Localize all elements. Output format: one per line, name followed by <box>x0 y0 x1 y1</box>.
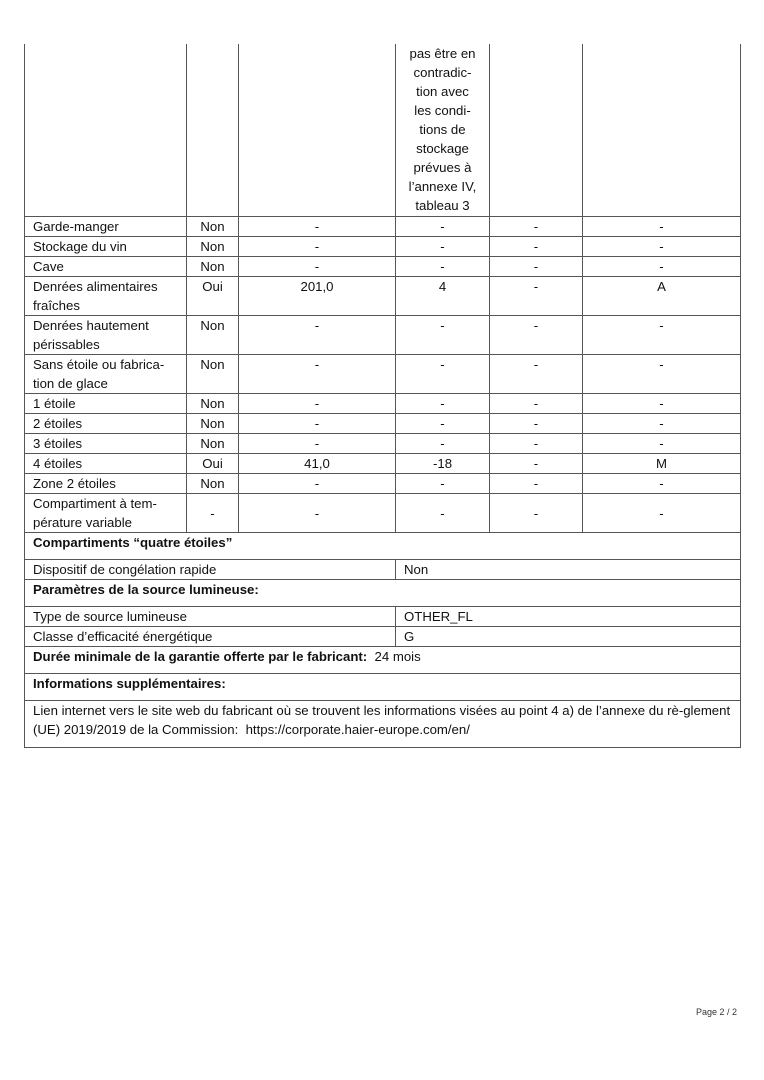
compartment-temperature: - <box>396 257 490 277</box>
additional-info <box>25 701 741 748</box>
compartment-volume: - <box>239 257 396 277</box>
compartment-present: - <box>187 494 239 533</box>
compartment-temperature: - <box>396 474 490 494</box>
compartment-climate-class: A <box>583 277 741 316</box>
continuation-line: contradic- <box>413 65 472 80</box>
compartment-defrost: - <box>490 434 583 454</box>
compartment-name: Denrées hautement périssables <box>25 316 187 355</box>
compartment-row <box>25 316 741 355</box>
compartment-defrost: - <box>490 454 583 474</box>
compartment-climate-class: - <box>583 394 741 414</box>
warranty-value: 24 mois <box>374 649 421 664</box>
compartment-name: 1 étoile <box>25 394 187 414</box>
compartment-defrost: - <box>490 414 583 434</box>
warranty-label: Durée minimale de la garantie offerte par le fabricant: <box>33 649 368 664</box>
compartment-row <box>25 434 741 454</box>
compartment-name: Zone 2 étoiles <box>25 474 187 494</box>
compartment-temperature: - <box>396 316 490 355</box>
continuation-line: l’annexe IV, <box>408 179 477 194</box>
compartment-climate-class: - <box>583 414 741 434</box>
additional-info-heading-row <box>25 674 741 701</box>
continuation-row <box>25 44 741 217</box>
compartment-row <box>25 237 741 257</box>
compartment-volume: - <box>239 316 396 355</box>
compartment-volume: - <box>239 414 396 434</box>
compartment-climate-class: - <box>583 217 741 237</box>
compartment-climate-class: - <box>583 257 741 277</box>
compartment-present: Non <box>187 355 239 394</box>
compartment-table <box>24 44 741 748</box>
fast-freeze-value: Non <box>396 560 741 580</box>
continuation-line: les condi- <box>414 103 471 118</box>
continuation-line: pas être en <box>409 46 476 61</box>
additional-info-row <box>25 701 741 748</box>
compartment-defrost: - <box>490 474 583 494</box>
compartment-temperature: - <box>396 355 490 394</box>
compartment-present: Non <box>187 257 239 277</box>
four-star-heading: Compartiments “quatre étoiles” <box>25 533 741 560</box>
continuation-line: prévues à <box>413 160 472 175</box>
fast-freeze-label: Dispositif de congélation rapide <box>25 560 396 580</box>
compartment-temperature: 4 <box>396 277 490 316</box>
compartment-row <box>25 394 741 414</box>
compartment-temperature: - <box>396 434 490 454</box>
light-source-class-row <box>25 627 741 647</box>
compartment-defrost: - <box>490 355 583 394</box>
compartment-present: Non <box>187 414 239 434</box>
compartment-volume: 201,0 <box>239 277 396 316</box>
continuation-line: stockage <box>416 141 469 156</box>
compartment-row <box>25 494 741 533</box>
continuation-line: tion avec <box>416 84 469 99</box>
compartment-volume: - <box>239 237 396 257</box>
compartment-present: Non <box>187 316 239 355</box>
compartment-present: Non <box>187 217 239 237</box>
compartment-volume: - <box>239 494 396 533</box>
compartment-volume: - <box>239 474 396 494</box>
continuation-line: tableau 3 <box>415 198 470 213</box>
compartment-row <box>25 474 741 494</box>
compartment-name: Cave <box>25 257 187 277</box>
compartment-present: Oui <box>187 277 239 316</box>
compartment-row <box>25 277 741 316</box>
light-source-type-row <box>25 607 741 627</box>
compartment-volume: - <box>239 434 396 454</box>
warranty <box>25 647 741 674</box>
compartment-row <box>25 414 741 434</box>
compartment-name: 2 étoiles <box>25 414 187 434</box>
compartment-volume: - <box>239 217 396 237</box>
compartment-present: Oui <box>187 454 239 474</box>
four-star-heading-row <box>25 533 741 560</box>
compartment-defrost: - <box>490 494 583 533</box>
fast-freeze-row <box>25 560 741 580</box>
compartment-row <box>25 454 741 474</box>
compartment-temperature: -18 <box>396 454 490 474</box>
compartment-present: Non <box>187 394 239 414</box>
compartment-present: Non <box>187 474 239 494</box>
compartment-volume: 41,0 <box>239 454 396 474</box>
compartment-volume: - <box>239 355 396 394</box>
continuation-cell <box>396 44 490 217</box>
page-number: Page 2 / 2 <box>696 1007 738 1017</box>
compartment-climate-class: - <box>583 474 741 494</box>
light-source-heading-row <box>25 580 741 607</box>
compartment-present: Non <box>187 434 239 454</box>
additional-info-heading: Informations supplémentaires: <box>25 674 741 701</box>
light-source-heading: Paramètres de la source lumineuse: <box>25 580 741 607</box>
compartment-defrost: - <box>490 237 583 257</box>
additional-info-text: Lien internet vers le site web du fabricant où se trouvent les informations visées au point 4 a) de l’annexe du rè-glement (UE) 2019/2019 de la Commission: <box>33 703 731 737</box>
compartment-temperature: - <box>396 414 490 434</box>
compartment-climate-class: - <box>583 237 741 257</box>
compartment-present: Non <box>187 237 239 257</box>
compartment-volume: - <box>239 394 396 414</box>
compartment-climate-class: M <box>583 454 741 474</box>
compartment-row <box>25 257 741 277</box>
manufacturer-link[interactable]: https://corporate.haier-europe.com/en/ <box>245 722 470 737</box>
compartment-name: Denrées alimentaires fraîches <box>25 277 187 316</box>
compartment-temperature: - <box>396 237 490 257</box>
compartment-temperature: - <box>396 394 490 414</box>
compartment-defrost: - <box>490 217 583 237</box>
warranty-row <box>25 647 741 674</box>
compartment-defrost: - <box>490 257 583 277</box>
light-source-type-label: Type de source lumineuse <box>25 607 396 627</box>
compartment-name: Garde-manger <box>25 217 187 237</box>
compartment-defrost: - <box>490 394 583 414</box>
compartment-temperature: - <box>396 217 490 237</box>
compartment-name: 3 étoiles <box>25 434 187 454</box>
compartment-climate-class: - <box>583 434 741 454</box>
compartment-temperature: - <box>396 494 490 533</box>
compartment-climate-class: - <box>583 316 741 355</box>
document-page <box>24 44 740 748</box>
light-source-class-value: G <box>396 627 741 647</box>
compartment-name: Sans étoile ou fabrica-tion de glace <box>25 355 187 394</box>
compartment-row <box>25 355 741 394</box>
continuation-line: tions de <box>419 122 466 137</box>
compartment-name: Stockage du vin <box>25 237 187 257</box>
compartment-climate-class: - <box>583 355 741 394</box>
compartment-defrost: - <box>490 316 583 355</box>
compartment-name: Compartiment à tem-pérature variable <box>25 494 187 533</box>
light-source-class-label: Classe d’efficacité énergétique <box>25 627 396 647</box>
compartment-climate-class: - <box>583 494 741 533</box>
compartment-name: 4 étoiles <box>25 454 187 474</box>
light-source-type-value: OTHER_FL <box>396 607 741 627</box>
compartment-defrost: - <box>490 277 583 316</box>
compartment-row <box>25 217 741 237</box>
